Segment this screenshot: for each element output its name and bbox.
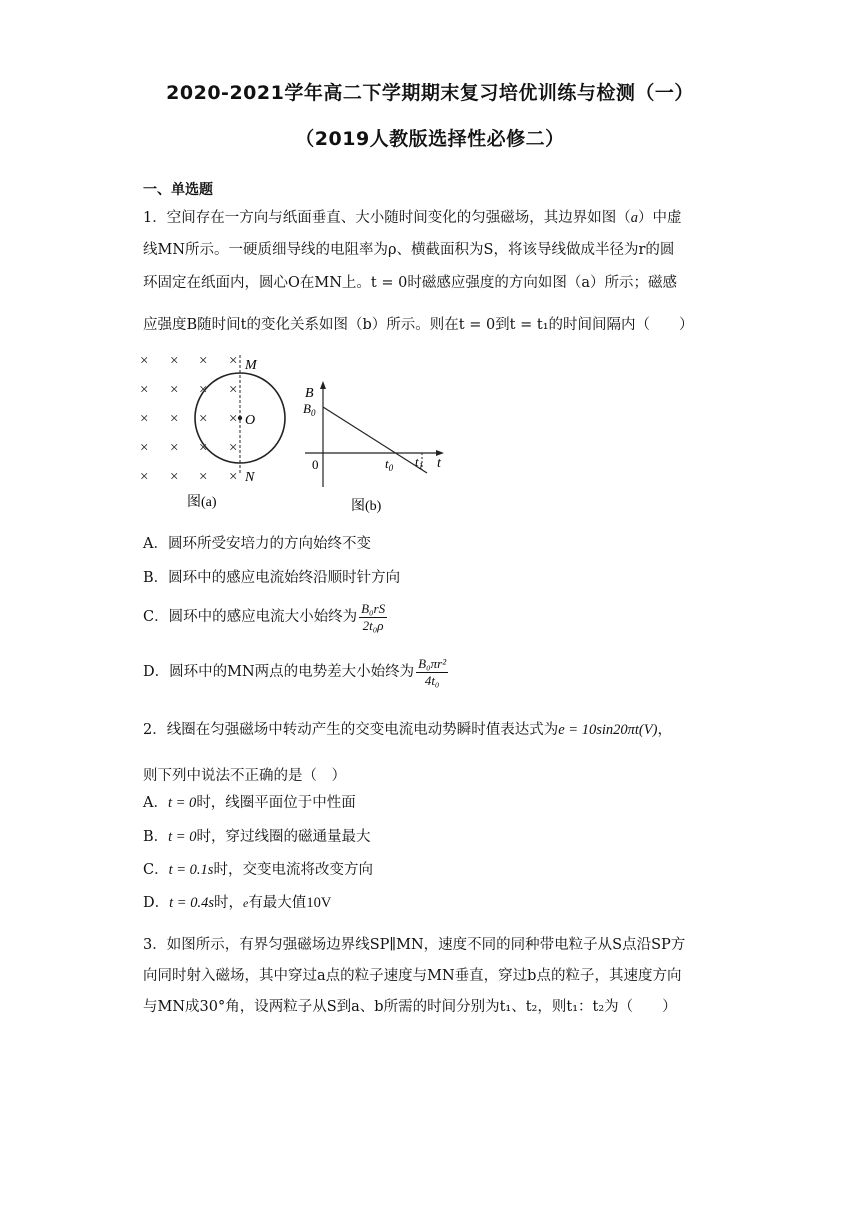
q1-figure <box>135 345 455 520</box>
field-cross: × <box>199 440 208 456</box>
label-origin: 0 <box>312 457 319 472</box>
q2-option-b: B．t = 0时，穿过线圈的磁通量最大 <box>143 829 371 845</box>
field-cross: × <box>229 440 238 456</box>
field-cross: × <box>140 411 149 427</box>
label-t-axis: t <box>437 456 441 471</box>
q3-line-2: 向同时射入磁场，其中穿过a点的粒子速度与MN垂直，穿过b点的粒子，其速度方向 <box>143 968 682 984</box>
label-t1: $t_1$ <box>415 454 424 471</box>
q1-line-3: 环固定在纸面内，圆心O在MN上。t = 0时磁感应强度的方向如图（a）所示；磁感 <box>143 275 677 291</box>
axis-y-arrow <box>320 381 326 389</box>
q2-formula: e = 10sin20πt(V) <box>558 722 658 738</box>
field-cross: × <box>170 353 179 369</box>
q2-option-c: C．t = 0.1s时，交变电流将改变方向 <box>143 862 373 878</box>
field-cross: × <box>229 382 238 398</box>
title-line-2: （2019人教版选择性必修二） <box>295 128 565 150</box>
q2-line-1: 2．线圈在匀强磁场中转动产生的交变电流电动势瞬时值表达式为e = 10sin20πt(V)， <box>143 722 672 738</box>
field-cross: × <box>170 440 179 456</box>
field-cross: × <box>140 382 149 398</box>
q1-line-4: 应强度B随时间t的变化关系如图（b）所示。则在t = 0到t = t₁的时间间隔内（ ） <box>143 317 694 333</box>
q3-line-1: 3．如图所示，有界匀强磁场边界线SP∥MN，速度不同的同种带电粒子从S点沿SP方 <box>143 937 686 953</box>
label-m: M <box>245 358 257 373</box>
field-cross: × <box>229 411 238 427</box>
field-cross: × <box>199 411 208 427</box>
q1-option-d-fraction: $\frac{\text{B₀πr²}}{\text{4t₀}}$ <box>418 655 447 688</box>
field-cross: × <box>199 469 208 485</box>
figure-a-caption: 图(a) <box>187 495 217 510</box>
q1-option-c: C．圆环中的感应电流大小始终为 $\frac{\text{B₀rS}}{\text{2t₀ρ}}$ <box>143 600 386 633</box>
magnetic-field-crosses <box>140 353 237 485</box>
label-t0: $t_0$ <box>385 456 394 473</box>
figure-b-caption: 图(b) <box>351 499 382 514</box>
center-o-dot <box>238 416 242 420</box>
label-b0: $B_0$ <box>303 401 316 418</box>
q1-line-1: 1．空间存在一方向与纸面垂直、大小随时间变化的匀强磁场，其边界如图（a）中虚 <box>143 210 682 226</box>
q2-line-2: 则下列中说法不正确的是（ ） <box>143 768 346 784</box>
label-n: N <box>245 470 255 485</box>
field-cross: × <box>170 411 179 427</box>
field-cross: × <box>140 353 149 369</box>
q1-option-b: B．圆环中的感应电流始终沿顺时针方向 <box>143 570 401 586</box>
field-cross: × <box>229 353 238 369</box>
field-cross: × <box>170 469 179 485</box>
q1-line-2: 线MN所示。一硬质细导线的电阻率为ρ、横截面积为S，将该导线做成半径为r的圆 <box>143 242 675 258</box>
title-line-1: 2020-2021学年高二下学期期末复习培优训练与检测（一） <box>166 82 694 104</box>
field-cross: × <box>199 382 208 398</box>
section-heading: 一、单选题 <box>143 182 213 198</box>
q1-option-d: D．圆环中的MN两点的电势差大小始终为 $\frac{\text{B₀πr²}}{\text{4t₀}}$ <box>143 655 447 688</box>
field-cross: × <box>199 353 208 369</box>
field-cross: × <box>170 382 179 398</box>
q1-option-c-fraction: $\frac{\text{B₀rS}}{\text{2t₀ρ}}$ <box>361 600 386 633</box>
b-vs-t-line <box>323 407 427 473</box>
q2-option-a: A．t = 0时，线圈平面位于中性面 <box>143 795 356 811</box>
field-cross: × <box>140 469 149 485</box>
label-b: B <box>305 386 314 401</box>
q1-option-a: A．圆环所受安培力的方向始终不变 <box>143 536 371 552</box>
label-o: O <box>245 413 256 428</box>
field-cross: × <box>229 469 238 485</box>
field-cross: × <box>140 440 149 456</box>
q2-option-d: D．t = 0.4s时，e有最大值10V <box>143 895 332 911</box>
q3-line-3: 与MN成30°角，设两粒子从S到a、b所需的时间分别为t₁、t₂，则t₁：t₂为（ ） <box>143 999 677 1015</box>
